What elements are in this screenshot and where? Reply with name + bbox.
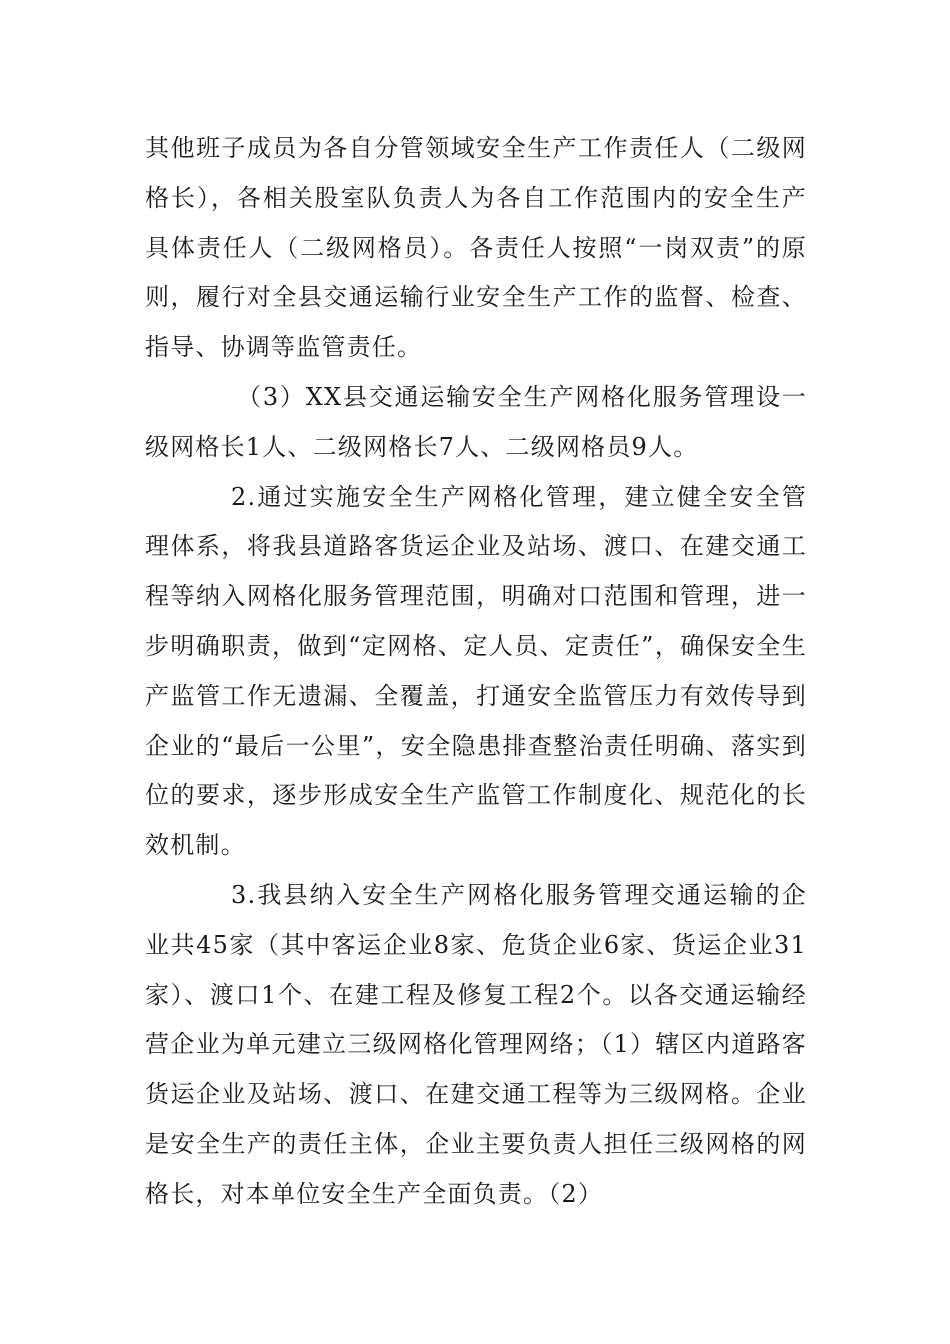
paragraph-responsibility-continued: 其他班子成员为各自分管领域安全生产工作责任人（二级网格长），各相关股室队负责人为各自工作范围内的安全生产具体责任人（二级网格员）。各责任人按照“一岗双责”的原则，履行对全县交通运输行业安全生产工作的监督、检查、指导、协调等监管责任。 bbox=[145, 134, 807, 362]
paragraph-grid-staffing: （3）XX县交通运输安全生产网格化服务管理设一级网格长1人、二级网格长7人、二级网格员9人。 bbox=[145, 382, 807, 461]
paragraph-item-3-enterprises: 3.我县纳入安全生产网格化服务管理交通运输的企业共45家（其中客运企业8家、危货企业6家、货运企业31家）、渡口1个、在建工程及修复工程2个。以各交通运输经营企业为单元建立三级网格化管理网络；（1）辖区内道路客货运企业及站场、渡口、在建交通工程等为三级网格。企业是安全生产的责任主体，企业主要负责人担任三级网格的网格长，对本单位安全生产全面负责。（2） bbox=[145, 880, 807, 1208]
paragraph-item-2-grid-management: 2.通过实施安全生产网格化管理，建立健全安全管理体系，将我县道路客货运企业及站场、渡口、在建交通工程等纳入网格化服务管理范围，明确对口范围和管理，进一步明确职责，做到“定网格、定人员、定责任”，确保安全生产监管工作无遗漏、全覆盖，打通安全监管压力有效传导到企业的“最后一公里”，安全隐患排查整治责任明确、落实到位的要求，逐步形成安全生产监管工作制度化、规范化的长效机制。 bbox=[145, 482, 807, 860]
document-body bbox=[145, 124, 807, 1220]
